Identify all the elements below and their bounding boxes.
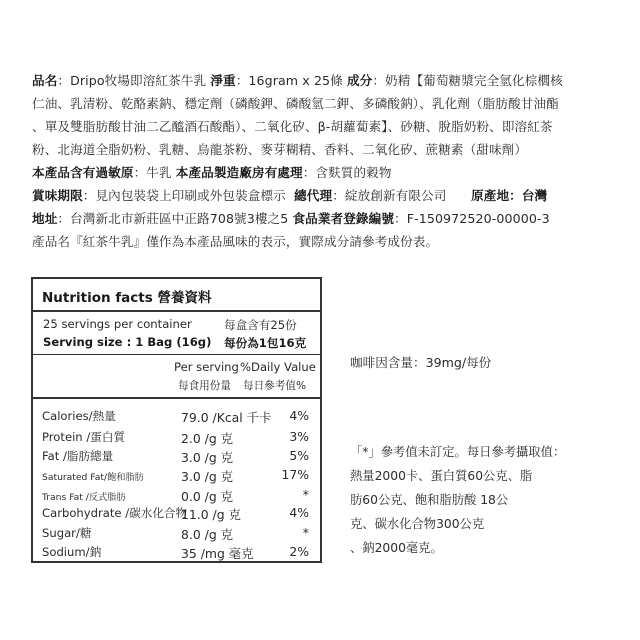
nutrient-daily-value: 3% bbox=[289, 429, 309, 444]
nutrient-amount: 8.0 /g 克 bbox=[181, 527, 234, 542]
servings-per-container-zh: 每盒含有25份 bbox=[224, 318, 297, 332]
nutrient-daily-value: * bbox=[302, 487, 309, 502]
nutrient-amount: 79.0 /Kcal 千卡 bbox=[181, 410, 272, 425]
divider bbox=[33, 354, 320, 355]
expiry-agent-origin-line bbox=[32, 185, 622, 208]
caffeine-content: 咖啡因含量：39mg/每份 bbox=[350, 355, 492, 370]
field-label: 原產地：台灣 bbox=[471, 188, 548, 203]
footnote-line: 克、碳水化合物300公克 bbox=[350, 517, 485, 531]
serving-size-zh: 每份為1包16克 bbox=[224, 336, 307, 350]
field-label: 食品業者登錄編號 bbox=[292, 211, 395, 226]
footnote-line: 肪60公克、飽和脂肪酸 18公 bbox=[350, 493, 509, 507]
field-value: ：綻放創新有限公司 bbox=[332, 188, 472, 203]
per-serving-header-zh: 每食用份量 bbox=[178, 380, 231, 392]
field-label: 本產品含有過敏原 bbox=[32, 165, 134, 180]
serving-size: Serving size : 1 Bag (16g) bbox=[43, 335, 212, 349]
footnote-line: 「*」參考值未訂定。每日參考攝取值： bbox=[350, 445, 566, 459]
field-value: ：見內包裝袋上印刷或外包裝盒標示 bbox=[82, 188, 295, 203]
allergen-line bbox=[32, 162, 622, 185]
nutrient-daily-value: 17% bbox=[281, 467, 309, 482]
daily-value-header: %Daily Value bbox=[240, 360, 316, 374]
nutrition-title: Nutrition facts 營養資料 bbox=[42, 290, 212, 306]
field-value: ：Dripo牧場即溶紅茶牛乳 bbox=[57, 73, 211, 88]
field-label: 淨重 bbox=[210, 73, 236, 88]
servings-per-container: 25 servings per container bbox=[43, 317, 192, 331]
nutrition-facts-panel bbox=[31, 277, 322, 563]
nutrient-daily-value: * bbox=[302, 525, 309, 540]
nutrient-amount: 0.0 /g 克 bbox=[181, 489, 234, 504]
nutrient-label: Saturated Fat/飽和脂肪 bbox=[42, 472, 144, 483]
field-label: 賞味期限 bbox=[32, 188, 83, 203]
field-value: ：台灣新北市新莊區中正路708號3樓之5 bbox=[57, 211, 293, 226]
product-name-note: 產品名『紅茶牛乳』僅作為本產品風味的表示，實際成分請參考成份表。 bbox=[32, 234, 439, 249]
info-line-3: 、單及雙脂肪酸甘油二乙醯酒石酸酯）、二氧化矽、β-胡蘿蔔素】、砂糖、脫脂奶粉、即溶紅茶 bbox=[32, 119, 553, 134]
daily-reference-footnote bbox=[350, 440, 620, 560]
field-value: ：牛乳 bbox=[133, 165, 176, 180]
address-registration-line bbox=[32, 208, 622, 231]
field-label: 地址 bbox=[32, 211, 58, 226]
nutrient-amount: 11.0 /g 克 bbox=[181, 507, 241, 522]
field-value: ：16gram x 25條 bbox=[235, 73, 347, 88]
nutrient-daily-value: 4% bbox=[289, 408, 309, 423]
field-label: 成分 bbox=[346, 73, 373, 88]
field-value: ：含麩質的穀物 bbox=[302, 165, 392, 180]
info-line-2: 仁油、乳清粉、乾酪素鈉、穩定劑（磷酸鉀、磷酸氫二鉀、多磷酸鈉）、乳化劑（脂肪酸甘油酯 bbox=[32, 96, 559, 111]
nutrient-label: Trans Fat /反式脂肪 bbox=[42, 492, 126, 503]
nutrient-amount: 3.0 /g 克 bbox=[181, 450, 234, 465]
per-serving-header: Per serving bbox=[174, 360, 239, 374]
info-line-1 bbox=[32, 70, 622, 93]
field-label: 本產品製造廠房有處理 bbox=[175, 165, 303, 180]
field-label: 總代理 bbox=[294, 188, 333, 203]
info-line-4: 粉、北海道全脂奶粉、乳糖、烏龍茶粉、麥芽糊精、香料、二氧化矽、蔗糖素（甜味劑） bbox=[32, 142, 528, 157]
nutrient-amount: 35 /mg 毫克 bbox=[181, 546, 254, 561]
divider-thick bbox=[33, 310, 320, 312]
divider-thick bbox=[33, 397, 320, 399]
nutrient-label: Carbohydrate /碳水化合物 bbox=[42, 506, 188, 520]
nutrient-label: Sugar/糖 bbox=[42, 526, 92, 540]
nutrient-amount: 3.0 /g 克 bbox=[181, 469, 234, 484]
daily-value-header-zh: 每日參考值% bbox=[243, 380, 307, 392]
nutrient-daily-value: 4% bbox=[289, 505, 309, 520]
nutrient-daily-value: 2% bbox=[289, 544, 309, 559]
nutrient-amount: 2.0 /g 克 bbox=[181, 431, 234, 446]
nutrient-label: Calories/熱量 bbox=[42, 409, 116, 423]
nutrient-label: Sodium/鈉 bbox=[42, 545, 102, 559]
nutrient-label: Fat /脂肪總量 bbox=[42, 449, 114, 463]
field-label: 品名 bbox=[32, 73, 58, 88]
nutrient-daily-value: 5% bbox=[289, 448, 309, 463]
footnote-line: 熱量2000卡、蛋白質60公克、脂 bbox=[350, 469, 533, 483]
footnote-line: 、鈉2000毫克。 bbox=[350, 541, 443, 555]
field-value: ：奶精【葡萄糖漿完全氫化棕櫚核 bbox=[372, 73, 563, 88]
nutrient-label: Protein /蛋白質 bbox=[42, 430, 126, 444]
field-value: ：F-150972520-00000-3 bbox=[394, 211, 550, 226]
